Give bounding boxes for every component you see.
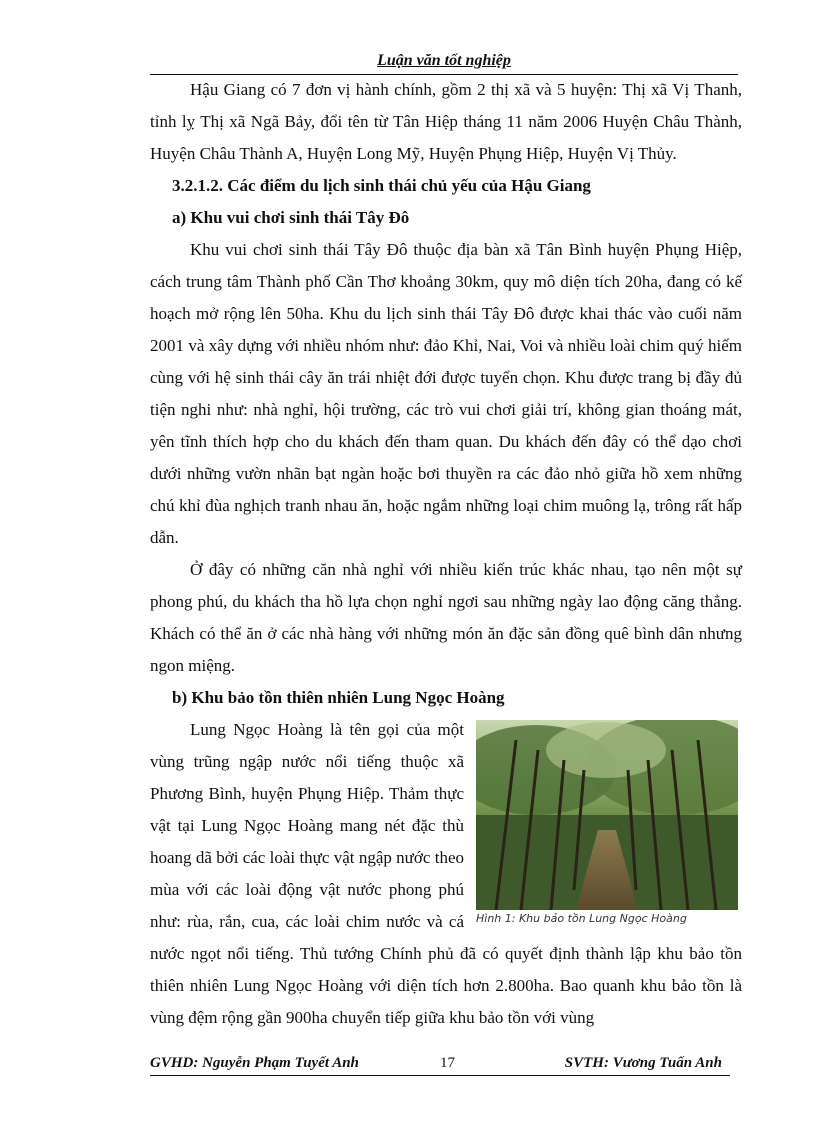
subheading-lung-ngoc-hoang: b) Khu bảo tồn thiên nhiên Lung Ngọc Hoàng (172, 688, 505, 707)
figure-section (150, 714, 742, 1034)
figure-caption: Hình 1: Khu bảo tồn Lung Ngọc Hoàng (476, 912, 687, 925)
subheading-tay-do: a) Khu vui chơi sinh thái Tây Đô (172, 208, 410, 227)
footer-student: SVTH: Vương Tuấn Anh (564, 1055, 722, 1071)
paragraph-administrative: Hậu Giang có 7 đơn vị hành chính, gồm 2 thị xã và 5 huyện: Thị xã Vị Thanh, tỉnh lỵ Thị xã Ngã Bảy, đổi tên từ Tân Hiệp tháng 11 năm 2006 Huyện Châu Thành, Huyện Châu Thành A, Huyện Long Mỹ, Huyện Phụng Hiệp, Huyện Vị Thủy. (150, 80, 742, 163)
page-content (150, 74, 742, 1034)
header-title: Luận văn tốt nghiệp (377, 52, 511, 69)
page-number: 17 (440, 1055, 455, 1071)
paragraph-accommodation: Ở đây có những căn nhà nghỉ với nhiều kiến trúc khác nhau, tạo nên một sự phong phú, du khách tha hồ lựa chọn nghỉ ngơi sau những ngày lao động căng thẳng. Khách có thể ăn ở các nhà hàng với những món ăn đặc sản đồng quê bình dân nhưng ngon miệng. (150, 560, 742, 675)
paragraph-tay-do: Khu vui chơi sinh thái Tây Đô thuộc địa bàn xã Tân Bình huyện Phụng Hiệp, cách trung tâm Thành phố Cần Thơ khoảng 30km, quy mô diện tích 20ha, đang có kế hoạch mở rộng lên 50ha. Khu du lịch sinh thái Tây Đô được khai thác vào cuối năm 2001 và xây dựng với nhiều nhóm như: đảo Khỉ, Nai, Voi và nhiều loài chim quý hiếm cùng với hệ sinh thái cây ăn trái nhiệt đới được tuyển chọn. Khu được trang bị đầy đủ tiện nghi như: nhà nghỉ, hội trường, các trò vui chơi giải trí, không gian thoáng mát, yên tĩnh thích hợp cho du khách đến tham quan. Du khách đến đây có thể dạo chơi dưới những vườn nhãn bạt ngàn hoặc bơi thuyền ra các đảo nhỏ giữa hồ xem những chú khỉ đùa nghịch tranh nhau ăn, hoặc ngắm những loại chim muông lạ, trông rất hấp dẫn. (150, 240, 742, 547)
section-heading: 3.2.1.2. Các điểm du lịch sinh thái chủ yếu của Hậu Giang (172, 176, 591, 195)
page-header (150, 52, 738, 75)
page-footer (150, 1053, 730, 1076)
footer-advisor: GVHD: Nguyễn Phạm Tuyết Anh (150, 1055, 359, 1071)
paragraph-lung-ngoc-hoang: Lung Ngọc Hoàng là tên gọi của một vùng trũng ngập nước nổi tiếng thuộc xã Phương Bình, huyện Phụng Hiệp. Thảm thực vật tại Lung Ngọc Hoàng mang nét đặc thù hoang dã bởi các loài thực vật ngập nước theo mùa với các loài động vật nước phong phú như: rùa, rắn, cua, các loài chim nước và cá nước ngọt nổi tiếng. Thủ tướng Chính phủ đã có quyết định thành lập khu bảo tồn thiên nhiên Lung Ngọc Hoàng với diện tích hơn 2.800ha. Bao quanh khu bảo tồn là vùng đệm rộng gần 900ha chuyển tiếp giữa khu bảo tồn với vùng (150, 720, 742, 1027)
forest-photo (476, 720, 738, 910)
figure (476, 720, 742, 926)
